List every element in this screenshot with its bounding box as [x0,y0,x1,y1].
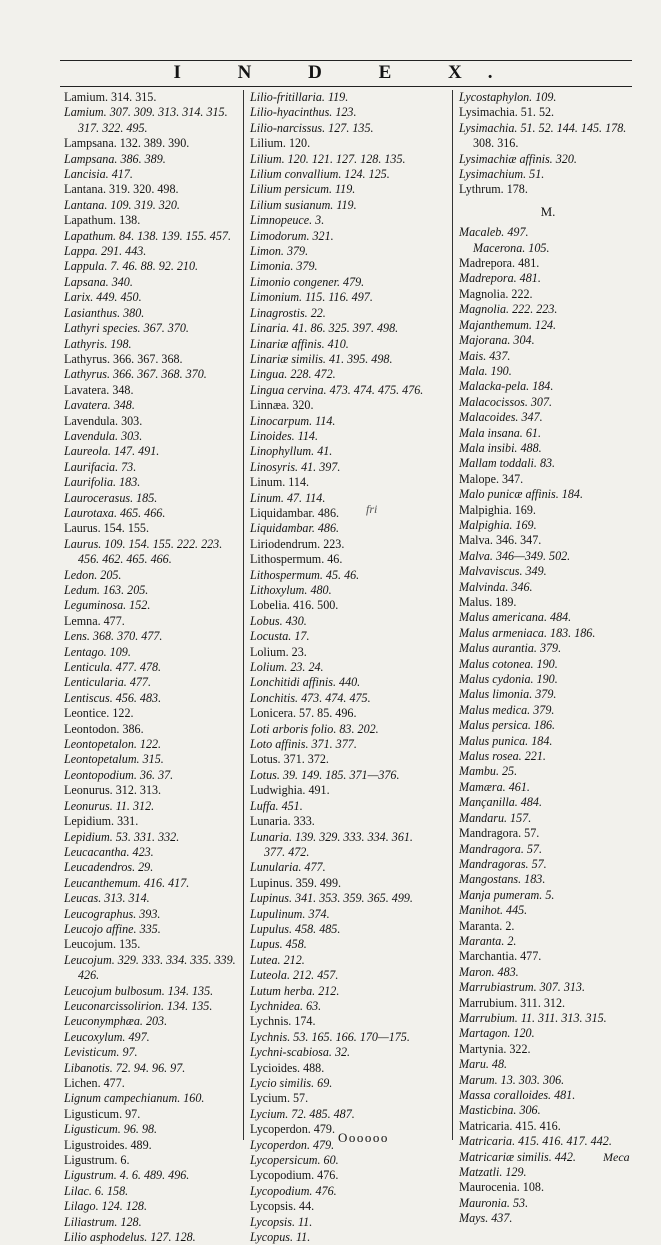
index-entry: Linaria. 41. 86. 325. 397. 498. [250,321,399,336]
index-entry: Lycium. 72. 485. 487. [250,1106,355,1121]
index-entry: Linagrostis. 22. [250,305,326,320]
index-entry: Lilio-hyacinthus. 123. [250,105,357,120]
index-entry: Liquidambar. 486. [250,505,340,520]
header-underline [60,86,632,87]
index-entry: Leucojum. 329. 333. 334. 335. 339. [64,952,236,967]
index-entry: Ledon. 205. [64,567,122,582]
index-entry: Malva. 346—349. 502. [459,548,571,563]
index-entry: Malvaviscus. 349. [459,564,547,579]
index-entry: Madrepora. 481. [459,271,541,286]
index-entry: Mais. 437. [459,348,511,363]
index-entry: Lutea. 212. [250,952,305,967]
index-entry: Liriodendrum. 223. [250,536,345,551]
index-entry: Lunularia. 477. [250,860,326,875]
index-entry: Ligusticum. 97. [64,1106,141,1121]
index-entry: Masticbina. 306. [459,1103,541,1118]
index-entry: Lavatera. 348. [64,398,135,413]
index-entry: Lobus. 430. [250,613,307,628]
index-entry: Lupinus. 341. 353. 359. 365. 499. [250,891,413,906]
index-entry: Leucacantha. 423. [64,844,154,859]
index-entry: Lepidium. 331. [64,814,139,829]
index-entry: Laurifacia. 73. [64,459,137,474]
index-entry: Malo punicæ affinis. 184. [459,487,583,502]
index-entry: Lythrum. 178. [459,182,528,197]
index-entry: Malus armeniaca. 183. 186. [459,625,596,640]
index-entry-continuation: 426. [78,968,100,983]
index-entry: Leucographus. 393. [64,906,161,921]
index-entry: Maru. 48. [459,1057,508,1072]
index-entry: Laurotaxa. 465. 466. [64,505,166,520]
index-entry: Luffa. 451. [250,798,303,813]
index-entry: Linnæa. 320. [250,398,314,413]
index-entry: Ledum. 163. 205. [64,583,149,597]
index-entry: Malus medica. 379. [459,702,555,717]
index-entry-continuation: 456. 462. 465. 466. [78,552,172,567]
index-entry: Majanthemum. 124. [459,317,557,332]
index-entry: Mamæra. 461. [459,779,530,794]
index-entry: Loto affinis. 371. 377. [250,737,357,752]
index-entry: Leonurus. 11. 312. [64,798,155,813]
index-entry: Limodorum. 321. [250,228,334,243]
index-entry: Manihot. 445. [459,903,528,918]
index-entry: Lilium. 120. [250,136,311,151]
index-entry: Leucas. 313. 314. [64,891,150,906]
index-entry: Lunaria. 333. [250,814,315,829]
index-entry: Leucojo affine. 335. [64,921,161,936]
index-entry: Lenticularia. 477. [64,675,152,690]
index-entry: Lolium. 23. 24. [250,660,324,675]
index-entry: Leontodon. 386. [64,721,144,736]
index-entry: Lapathum. 138. [64,213,141,228]
index-entry: Lithospermum. 46. [250,552,343,567]
index-entry: Martagon. 120. [459,1026,535,1041]
index-entry: Massa coralloides. 481. [459,1088,576,1102]
index-entry: Lunaria. 139. 329. 333. 334. 361. [250,829,413,844]
index-entry: Lonchitis. 473. 474. 475. [250,690,371,705]
index-entry: Manja pumeram. 5. [459,887,555,902]
index-entry: Maranta. 2. [459,918,515,933]
index-entry-continuation: 317. 322. 495. [78,120,148,135]
index-entry: Limonium. 115. 116. 497. [250,290,373,305]
index-entry: Lavendula. 303. [64,413,143,428]
index-entry: Matzatli. 129. [459,1165,527,1180]
index-entry: Linum. 47. 114. [250,490,326,505]
index-entry: Laurocerasus. 185. [64,490,158,505]
index-entry: Malus limonia. 379. [459,687,557,702]
index-entry: Mala. 190. [459,363,512,378]
index-entry: Leuconymphæa. 203. [64,1014,168,1029]
index-entry: Malus rosea. 221. [459,749,546,764]
index-entry: Lychnidea. 63. [250,998,322,1013]
index-entry: Malacoides. 347. [459,410,543,425]
index-entry: Limon. 379. [250,244,309,259]
index-entry: Malope. 347. [459,471,524,486]
index-entry: Leucojum. 135. [64,937,141,952]
index-entry: Lycopsis. 44. [250,1199,315,1214]
handwritten-margin-note: fri [366,502,378,516]
index-entry: Lamium. 314. 315. [64,90,157,104]
index-entry: Ligustroides. 489. [64,1137,152,1152]
index-entry: Lycopodium. 476. [250,1183,337,1198]
index-entry: Lychnis. 53. 165. 166. 170—175. [250,1029,410,1044]
index-entry: Lilium convallium. 124. 125. [250,167,390,182]
page-header: I N D E X. [173,62,519,83]
index-entry: Lutum herba. 212. [250,983,340,998]
index-entry: Leuconarcissolirion. 134. 135. [64,998,213,1013]
index-entry: Luteola. 212. 457. [250,968,339,983]
index-entry: Leontopetalum. 315. [64,752,164,767]
index-entry: Leucoxylum. 497. [64,1029,150,1044]
index-entry: Lasianthus. 380. [64,305,145,320]
index-entry: Linariæ affinis. 410. [250,336,349,351]
index-entry: Lycopodium. 476. [250,1168,339,1183]
index-entry: Lathyrus. 366. 367. 368. 370. [64,367,207,382]
index-entry: Lobelia. 416. 500. [250,598,339,613]
index-entry: Lotus. 371. 372. [250,752,329,767]
index-entry: Levisticum. 97. [64,1045,138,1060]
index-entry: Malus punica. 184. [459,733,553,748]
index-entry: Lysimachiæ affinis. 320. [459,151,577,166]
index-entry: Leonurus. 312. 313. [64,783,162,798]
index-entry: Ligustrum. 6. [64,1153,130,1168]
index-entry: Linophyllum. 41. [250,444,333,459]
index-entry: Lignum campechianum. 160. [64,1091,205,1106]
index-entry: Malus persica. 186. [459,718,556,733]
index-entry: Mala insana. 61. [459,425,541,440]
index-entry: Locusta. 17. [250,629,310,644]
index-entry: Mangostans. 183. [459,872,546,887]
index-entry: Leguminosa. 152. [64,598,151,613]
index-entry: Limonio congener. 479. [250,274,365,289]
index-entry: Mandragora. 57. [459,826,540,841]
index-entry: Malus aurantia. 379. [459,641,562,656]
index-entry: Leucanthemum. 416. 417. [64,875,190,890]
index-entry: Limonia. 379. [250,259,318,274]
header-rule [60,60,632,61]
index-entry: Magnolia. 222. [459,286,533,301]
index-entry: Laurus. 109. 154. 155. 222. 223. [64,536,223,551]
index-entry: Lancisia. 417. [64,167,133,182]
index-entry: Lepidium. 53. 331. 332. [64,829,180,844]
index-entry: Mançanilla. 484. [459,795,542,810]
index-entry: Lolium. 23. [250,644,307,659]
index-column-2 [250,90,440,1245]
index-entry: Matricariæ similis. 442. [459,1149,576,1164]
index-entry: Lychni-scabiosa. 32. [250,1045,351,1060]
index-entry: Malus cydonia. 190. [459,672,558,687]
index-entry-continuation: 377. 472. [264,844,310,859]
index-entry: Leucojum bulbosum. 134. 135. [64,983,214,998]
index-entry: Lysimachia. 51. 52. [459,105,555,120]
index-entry: Mandragora. 57. [459,841,542,856]
index-entry: Lycopsis. 11. [250,1214,313,1229]
catchword: Meca [603,1150,630,1164]
index-entry: Lysimachia. 51. 52. 144. 145. 178. [459,120,627,135]
index-entry: Laurifolia. 183. [64,475,141,490]
index-entry: Lampsana. 386. 389. [64,151,166,166]
index-entry: Laureola. 147. 491. [64,444,160,459]
index-entry: Lathyri species. 367. 370. [64,321,189,336]
index-entry: Mauronia. 53. [459,1195,529,1210]
index-entry: Leontice. 122. [64,706,134,721]
index-entry: Lilium susianum. 119. [250,197,357,212]
index-entry: Malus. 189. [459,595,517,609]
index-entry: Lingua. 228. 472. [250,367,336,382]
index-entry: Lupinus. 359. 499. [250,875,342,890]
index-entry: Ligusticum. 96. 98. [64,1122,158,1137]
index-entry: Lapathum. 84. 138. 139. 155. 457. [64,228,231,243]
index-entry: Linocarpum. 114. [250,413,336,428]
index-entry: Libanotis. 72. 94. 96. 97. [64,1060,186,1075]
index-entry: Lentiscus. 456. 483. [64,690,162,705]
index-entry-continuation: 308. 316. [473,136,519,151]
index-entry: Maron. 483. [459,964,519,979]
index-column-1 [64,90,236,1245]
index-entry: Lycopersicum. 60. [250,1153,339,1168]
index-entry: Malacocissos. 307. [459,394,553,409]
index-entry: Liliastrum. 128. [64,1214,142,1229]
index-entry: Majorana. 304. [459,333,535,348]
index-entry: Leucadendros. 29. [64,860,154,875]
index-entry: Lilio-narcissus. 127. 135. [250,120,374,135]
index-entry: Liquidambar. 486. [250,521,340,536]
signature-mark: Oooooo [338,1130,389,1145]
index-entry: Lens. 368. 370. 477. [64,629,163,644]
index-entry: Malpighia. 169. [459,517,537,532]
index-entry: Malpighia. 169. [459,502,536,517]
index-entry: Linosyris. 41. 397. [250,459,341,474]
index-entry: Maranta. 2. [459,933,517,948]
index-entry: Mala insibi. 488. [459,440,542,455]
index-entry: Lilium. 120. 121. 127. 128. 135. [250,151,406,166]
index-entry: Limnopeuce. 3. [250,213,325,228]
index-entry: Macaleb. 497. [459,225,529,240]
index-entry: Lycoperdon. 479. [250,1122,335,1137]
index-entry: Mambu. 25. [459,764,518,779]
index-entry: Lamium. 307. 309. 313. 314. 315. [64,105,228,120]
index-entry: Magnolia. 222. 223. [459,302,558,317]
index-entry: Lupus. 458. [250,937,307,952]
index-entry: Lantana. 319. 320. 498. [64,182,179,197]
index-entry: Marchantia. 477. [459,949,542,964]
index-entry-continuation: Macerona. 105. [473,240,550,255]
index-entry: Lonicera. 57. 85. 496. [250,706,357,721]
index-entry: Marrubium. 311. 312. [459,995,566,1010]
index-entry: Mays. 437. [459,1211,513,1226]
index-entry: Leontopodium. 36. 37. [64,767,174,782]
index-entry: Lavendula. 303. [64,428,143,443]
index-entry: Lupulus. 458. 485. [250,921,341,936]
index-entry: Malacka-pela. 184. [459,379,554,394]
index-entry: Lappa. 291. 443. [64,244,147,259]
index-entry: Lathyrus. 366. 367. 368. [64,351,183,366]
index-entry: Leontopetalon. 122. [64,737,162,752]
index-entry: Lenticula. 477. 478. [64,660,162,675]
column-divider-2 [452,90,453,1140]
index-entry: Lycioides. 488. [250,1060,325,1075]
index-entry: Mandaru. 157. [459,810,532,825]
index-entry: Lycium. 57. [250,1091,309,1106]
index-entry: Lycoperdon. 479. [250,1137,335,1152]
index-entry: Ludwighia. 491. [250,783,330,798]
index-entry: Lycio similis. 69. [250,1076,333,1090]
index-entry: Lemna. 477. [64,613,125,628]
index-entry: Malus americana. 484. [459,610,572,625]
index-entry: Lupulinum. 374. [250,906,330,921]
index-entry: Martynia. 322. [459,1041,531,1056]
index-entry: Lathyris. 198. [64,336,132,351]
index-entry: Lonchitidi affinis. 440. [250,675,361,690]
index-entry: Lilago. 124. 128. [64,1199,147,1214]
index-entry: Lithoxylum. 480. [250,583,332,597]
index-entry: Lapsana. 340. [64,274,133,289]
index-entry: Marum. 13. 303. 306. [459,1072,565,1087]
index-entry: Lycopus. 11. [250,1230,311,1245]
index-entry: Larix. 449. 450. [64,290,142,305]
index-entry: Malvinda. 346. [459,579,533,594]
index-entry: Maurocenia. 108. [459,1180,544,1195]
index-entry: Lotus. 39. 149. 185. 371—376. [250,767,400,782]
index-entry: Lysimachium. 51. [459,167,545,182]
index-entry: Lychnis. 174. [250,1014,316,1029]
index-entry: Mandragoras. 57. [459,856,547,871]
index-entry: Lampsana. 132. 389. 390. [64,136,190,151]
index-entry: Lavatera. 348. [64,382,134,397]
index-entry: Lilio asphodelus. 127. 128. [64,1230,196,1245]
index-entry: Matricaria. 415. 416. 417. 442. [459,1134,612,1149]
index-entry: Linariæ similis. 41. 395. 498. [250,351,393,366]
index-entry: Lycostaphylon. 109. [459,90,557,104]
index-entry: Linoides. 114. [250,428,318,443]
section-letter: M. [540,203,556,219]
index-entry: Mallam toddali. 83. [459,456,556,471]
column-divider-1 [243,90,244,1140]
index-entry: Lilio-fritillaria. 119. [250,90,349,104]
index-entry: Lilac. 6. 158. [64,1183,129,1198]
index-entry: Marrubiastrum. 307. 313. [459,980,585,995]
index-entry: Malus cotonea. 190. [459,656,558,671]
index-entry: Madrepora. 481. [459,256,540,271]
index-entry: Matricaria. 415. 416. [459,1118,561,1133]
index-entry: Lithospermum. 45. 46. [250,567,360,582]
index-entry: Lichen. 477. [64,1076,125,1090]
index-entry: Ligustrum. 4. 6. 489. 496. [64,1168,190,1183]
index-entry: Laurus. 154. 155. [64,521,149,536]
index-entry: Lingua cervina. 473. 474. 475. 476. [250,382,424,397]
index-entry: Lantana. 109. 319. 320. [64,197,180,212]
index-entry: Linum. 114. [250,475,310,490]
index-entry: Lilium persicum. 119. [250,182,356,197]
index-entry: Malva. 346. 347. [459,533,542,548]
index-entry: Lentago. 109. [64,644,131,659]
index-entry: Loti arboris folio. 83. 202. [250,721,379,736]
index-entry: Marrubium. 11. 311. 313. 315. [459,1010,607,1025]
index-entry: Lappula. 7. 46. 88. 92. 210. [64,259,199,274]
